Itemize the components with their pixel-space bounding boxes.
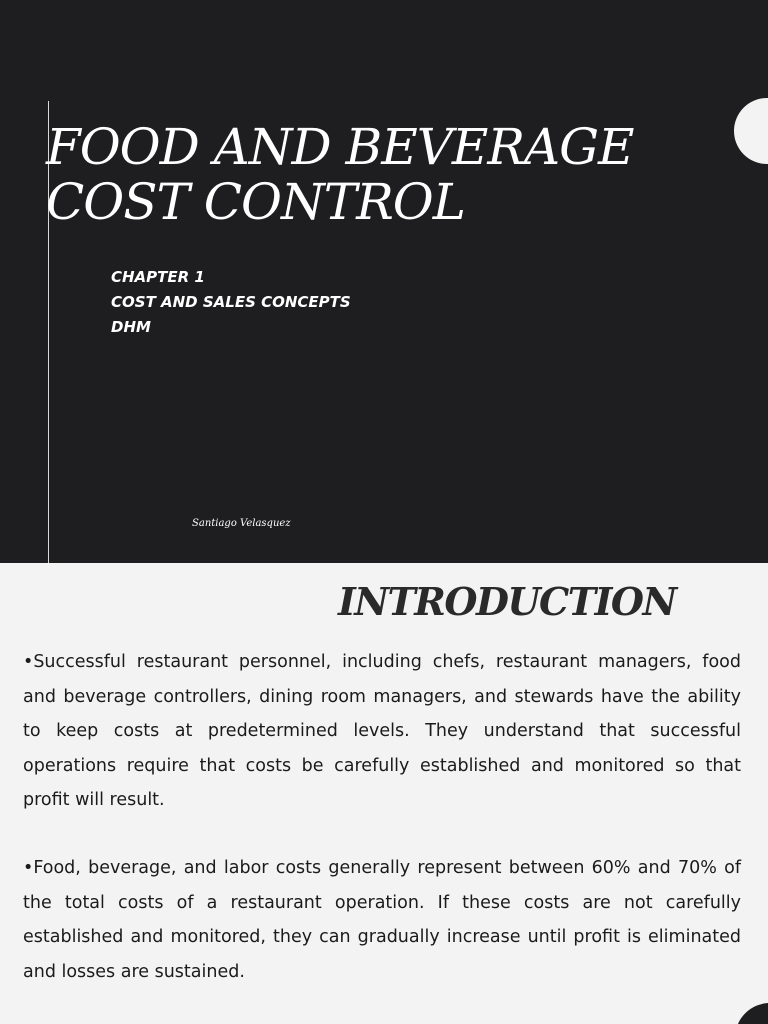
introduction-paragraph-2: •Food, beverage, and labor costs generally represent between 60% and 70% of the total costs of a restaurant operation. If these costs are not carefully established and monitored, they can gradually increase until profit is eliminated and losses are sustained. xyxy=(23,858,741,982)
introduction-paragraph-1: •Successful restaurant personnel, including chefs, restaurant managers, food and beverage controllers, dining room managers, and stewards have the ability to keep costs at predetermined levels. They understand that successful operations require that costs be carefully established and monitored so that profit will result. xyxy=(23,652,741,810)
author-name: Santiago Velasquez xyxy=(192,518,291,529)
decorative-circle-bottom-right xyxy=(735,1003,768,1024)
subtitle-chapter: CHAPTER 1 xyxy=(111,268,205,286)
subtitle-topic: COST AND SALES CONCEPTS xyxy=(111,293,351,311)
slide-title: FOOD AND BEVERAGE COST CONTROL xyxy=(46,118,634,231)
subtitle-program: DHM xyxy=(111,318,151,336)
introduction-heading: INTRODUCTION xyxy=(338,579,676,624)
slide-subtitle xyxy=(111,265,351,340)
introduction-slide xyxy=(0,563,768,1024)
